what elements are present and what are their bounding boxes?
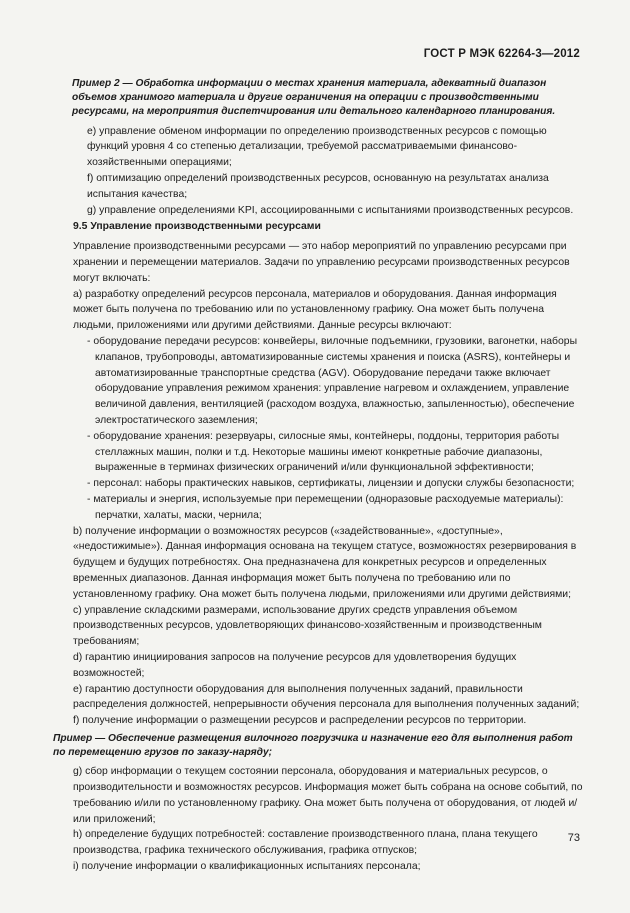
list-item-i: i) получение информации о квалификационных испытаниях персонала; (73, 861, 421, 873)
section-intro: Управление производственными ресурсами — это набор мероприятий по управлению ресурсами при хранении и перемещении материалов. Задачи по управлению ресурсами производственных ресурсов могут включать: (73, 241, 570, 284)
list-item-f: f) получение информации о размещении ресурсов и распределении ресурсов по территории. (73, 715, 527, 727)
page-content (53, 77, 585, 875)
list-item-g: g) сбор информации о текущем состоянии персонала, оборудования и материальных ресурсов, о производительности и возможностях ресурсов. Информация может быть собрана на основе событий, по требованию и/или по установленному графику. Она может быть получена от оборудования, от людей и/или приложений; (73, 766, 583, 825)
list-item-b: b) получение информации о возможностях ресурсов («задействованные», «доступные», «недостижимые»). Данная информация основана на текущем статусе, возможностях резервирования в будущем и будущих потребностях. Она предназначена для конкретных ресурсов и определенных временных диапазонов. Данная информация может быть получена по требованию или по установленному графику. Она может быть получена людьми, приложениями или другими действиями; (73, 525, 577, 600)
page-number: 73 (567, 832, 580, 844)
list-item-c: c) управление складскими размерами, использование других средств управления объемом производственных ресурсов, удовлетворяющих финансово-хозяйственным и производственным требованиям; (73, 604, 542, 648)
list-item-e-top: e) управление обменом информации по определению производственных ресурсов с помощью функций уровня 4 со степенью детализации, требуемой рассматриваемыми финансово-хозяйственными операциями; (87, 125, 547, 169)
list-item-e: e) гарантию доступности оборудования для выполнения полученных заданий, правильности распределения должностей, непрерывности обучения персонала для выполнения полученных заданий; (73, 683, 580, 711)
list-top (73, 124, 585, 219)
sublist-item: - материалы и энергия, используемые при перемещении (одноразовые расходуемые материалы): перчатки, халаты, маски, чернила; (87, 493, 564, 521)
list-item-a: a) разработку определений ресурсов персонала, материалов и оборудования. Данная информация может быть получена по требованию или по установленному графику. Она может быть получена людьми, приложениями или другими действиями. Данные ресурсы включают: (73, 288, 557, 332)
list-item-d: d) гарантию инициирования запросов на получение ресурсов для удовлетворения будущих возможностей; (73, 651, 517, 679)
example-2-note: Пример 2 — Обработка информации о местах хранения материала, адекватный диапазон объемов хранимого материала и другие ограничения на операции с производственными ресурсами, на мероприятия диспетчирования или детального календарного планирования. (72, 78, 556, 118)
list-item-f-top: f) оптимизацию определений производственных ресурсов, основанную на результатах анализа испытания качества; (87, 173, 549, 200)
list-item-g-top: g) управление определениями KPI, ассоциированными с испытаниями производственных ресурсов. (87, 204, 574, 216)
section-title: 9.5 Управление производственными ресурсами (73, 221, 321, 233)
sublist-a (73, 334, 585, 524)
sublist-item: - оборудование передачи ресурсов: конвейеры, вилочные подъемники, грузовики, вагонетки, наборы клапанов, трубопроводы, автоматизированные системы хранения и поиска (ASRS), контейнеры и автоматизированные транспортные средства (AGV). Оборудование передачи также включает оборудование управления режимом хранения: управление нагревом и охлаждением, управление величиной давления, вентиляцией (расходом воздуха, влажностью, запыленностью), обеспечение электростатического заземления; (87, 335, 578, 426)
list-item-h: h) определение будущих потребностей: составление производственного плана, плана текущего производства, графика технического обслуживания, графика отпусков; (73, 829, 538, 857)
sublist-item: - персонал: наборы практических навыков, сертификаты, лицензии и допуски службы безопасности; (87, 478, 575, 490)
list-main (73, 287, 585, 729)
sublist-item: - оборудование хранения: резервуары, силосные ямы, контейнеры, поддоны, территория работы стеллажных машин, полки и т.д. Некоторые машины имеют конкретные рабочие диапазоны, выраженные в терминах физических ограничений и/или функциональной эффективности; (87, 430, 560, 474)
list-bottom (73, 764, 585, 875)
example-note: Пример — Обеспечение размещения вилочного погрузчика и назначение его для выполнения работ по перемещению грузов по заказу-наряду; (53, 732, 573, 759)
document-code: ГОСТ Р МЭК 62264-3—2012 (423, 48, 580, 60)
